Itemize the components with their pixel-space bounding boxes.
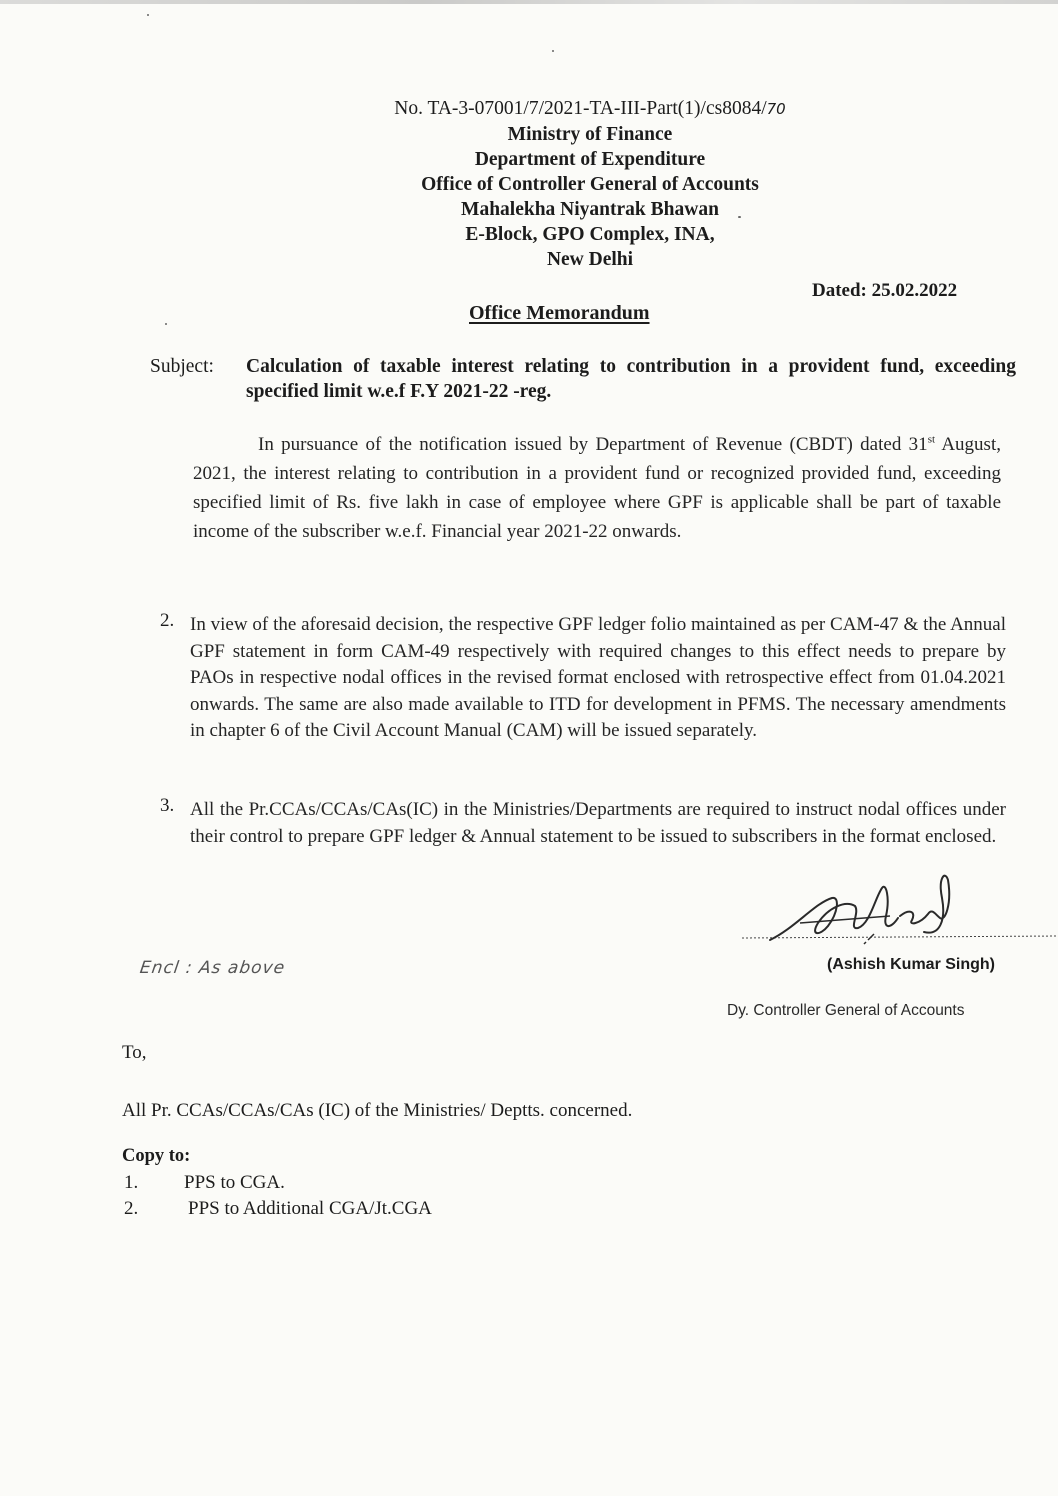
copy-item-number: 1. — [124, 1172, 139, 1193]
to-label: To, — [122, 1042, 147, 1063]
copy-item-number: 2. — [124, 1198, 139, 1219]
office-name: Office of Controller General of Accounts — [421, 174, 759, 195]
paragraph-2: In view of the aforesaid decision, the respective GPF ledger folio maintained as per CAM-47 & the Annual GPF statement in form CAM-49 respectively with required changes to this effect needs to prepare by PAOs in respective nodal offices in the revised format enclosed with retrospective effect from 01.04.2021 onwards. The same are also made available to ITD for development in PFMS. The necessary amendments in chapter 6 of the Civil Account Manual (CAM) will be issued separately. — [190, 614, 1006, 741]
city-name: New Delhi — [546, 249, 634, 270]
signatory-name: (Ashish Kumar Singh) — [827, 956, 996, 973]
scan-edge-line — [0, 0, 1058, 4]
memo-title: Office Memorandum — [469, 302, 650, 324]
handwritten-signature — [740, 868, 1058, 958]
ordinal-superscript: st — [927, 433, 936, 446]
copy-item-text: PPS to CGA. — [184, 1172, 285, 1193]
subject-label: Subject: — [150, 356, 214, 377]
paragraph-3: All the Pr.CCAs/CCAs/CAs(IC) in the Ministries/Departments are required to instruct nodal offices under their control to prepare GPF ledger & Annual statement to be issued to subscribers in the format enclosed. — [190, 799, 1006, 847]
file-number: No. TA-3-07001/7/2021-TA-III-Part(1)/cs8084/70 — [394, 98, 786, 119]
scan-speck — [738, 216, 741, 218]
scan-speck — [165, 323, 167, 325]
copy-item-text: PPS to Additional CGA/Jt.CGA — [188, 1198, 432, 1219]
file-number-handwritten-suffix: 70 — [766, 100, 786, 118]
letterhead — [330, 96, 850, 272]
signatory-designation: Dy. Controller General of Accounts — [727, 1002, 965, 1019]
copy-to-label: Copy to: — [122, 1146, 191, 1166]
department-name: Department of Expenditure — [474, 149, 706, 170]
paragraph-2-number: 2. — [160, 610, 175, 631]
paragraph-1: In pursuance of the notification issued by Department of Revenue (CBDT) dated 31st August, 2021, the interest relating to contribution in a provident fund or recognized provided fund, exceeding specified limit of Rs. five lakh in case of employee where GPF is applicable shall be part of taxable income of the subscriber w.e.f. Financial year 2021-22 onwards. — [193, 433, 1001, 542]
scan-speck — [147, 14, 149, 16]
building-name: Mahalekha Niyantrak Bhawan — [461, 199, 719, 220]
addressee: All Pr. CCAs/CCAs/CAs (IC) of the Ministries/ Deptts. concerned. — [122, 1100, 633, 1121]
ministry-name: Ministry of Finance — [507, 124, 673, 145]
date-line: Dated: 25.02.2022 — [812, 280, 958, 301]
subject-text: Calculation of taxable interest relating to contribution in a provident fund, exceeding specified limit w.e.f F.Y 2021-22 -reg. — [246, 356, 1016, 402]
enclosure-note: Encl : As above — [138, 958, 287, 978]
paragraph-3-number: 3. — [160, 795, 175, 816]
scan-speck — [552, 50, 554, 52]
address-line: E-Block, GPO Complex, INA, — [465, 224, 715, 245]
